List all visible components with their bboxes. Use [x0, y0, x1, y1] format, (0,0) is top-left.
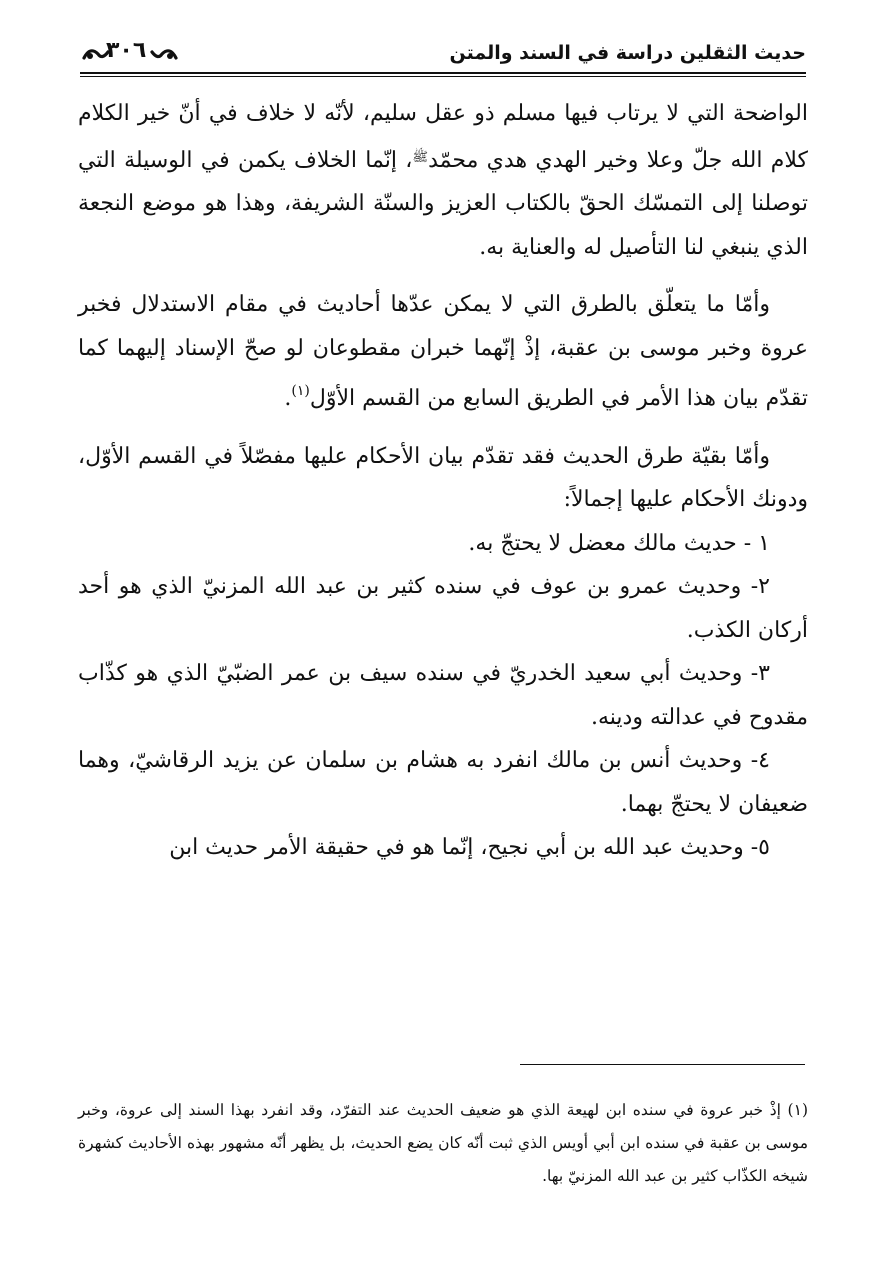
footnote: [78, 1094, 808, 1193]
page-number: ٣٠٦: [106, 38, 147, 63]
footnote-reference[interactable]: (١): [291, 383, 310, 399]
page-number-ornament: [80, 36, 180, 72]
list-item: ٤- وحديث أنس بن مالك انفرد به هشام بن سلمان عن يزيد الرقاشيّ، وهما ضعيفان لا يحتجّ بهما.: [78, 748, 808, 817]
header-rule: [80, 72, 806, 74]
salutation-glyph: ﷺ: [412, 149, 429, 165]
paragraph-1: [78, 92, 808, 269]
main-text: [78, 92, 808, 870]
paragraph-2-text: وأمّا ما يتعلّق بالطرق التي لا يمكن عدّها أحاديث في مقام الاستدلال فخبر عروة وخبر موسى بن عقبة، إذْ إنّهما خبران مقطوعان لو صحّ الإسناد إليهما كما تقدّم بيان هذا الأمر في الطريق السابع من القسم الأوّل: [78, 292, 808, 411]
footnote-text: (١) إذْ خبر عروة في سنده ابن لهيعة الذي هو ضعيف الحديث عند التفرّد، وقد انفرد بهذا السند إلى عروة، وخبر موسى بن عقبة في سنده ابن أبي أويس الذي ثبت أنّه كان يضع الحديث، بل يظهر أنّه مشهور بهذه الأحاديث كشهرة شيخه الكذّاب كثير بن عبد الله المزنيّ بها.: [78, 1101, 808, 1185]
paragraph-1-text: الواضحة التي لا يرتاب فيها مسلم ذو عقل سليم، لأنّه لا خلاف في أنّ خير الكلام كلام الله جلّ وعلا وخير الهدي هدي محمّد: [78, 101, 808, 173]
paragraph-2-end: .: [284, 386, 292, 411]
list-item: ٢- وحديث عمرو بن عوف في سنده كثير بن عبد الله المزنيّ الذي هو أحد أركان الكذب.: [78, 574, 808, 643]
list-item: ٣- وحديث أبي سعيد الخدريّ في سنده سيف بن عمر الضبّيّ الذي هو كذّاب مقدوح في عدالته ودينه.: [78, 661, 808, 730]
running-title: حديث الثقلين دراسة في السند والمتن: [449, 42, 806, 64]
paragraph-3: وأمّا بقيّة طرق الحديث فقد تقدّم بيان الأحكام عليها مفصّلاً في القسم الأوّل، ودونك الأحكام عليها إجمالاً:: [78, 443, 808, 512]
paragraph-1-rest: ، إنّما الخلاف يكمن في الوسيلة التي توصلنا إلى التمسّك الحقّ بالكتاب العزيز والسنّة الشريفة، وهذا هو موضع النجعة الذي ينبغي لنا التأصيل له والعناية به.: [78, 147, 808, 260]
list-item: ١ - حديث مالك معضل لا يحتجّ به.: [468, 530, 770, 556]
paragraph-2: [78, 283, 808, 421]
page-header: [80, 36, 806, 76]
list-item: ٥- وحديث عبد الله بن أبي نجيح، إنّما هو في حقيقة الأمر حديث ابن: [169, 835, 770, 860]
footnote-separator: [520, 1064, 805, 1065]
header-rule-thin: [80, 76, 806, 77]
